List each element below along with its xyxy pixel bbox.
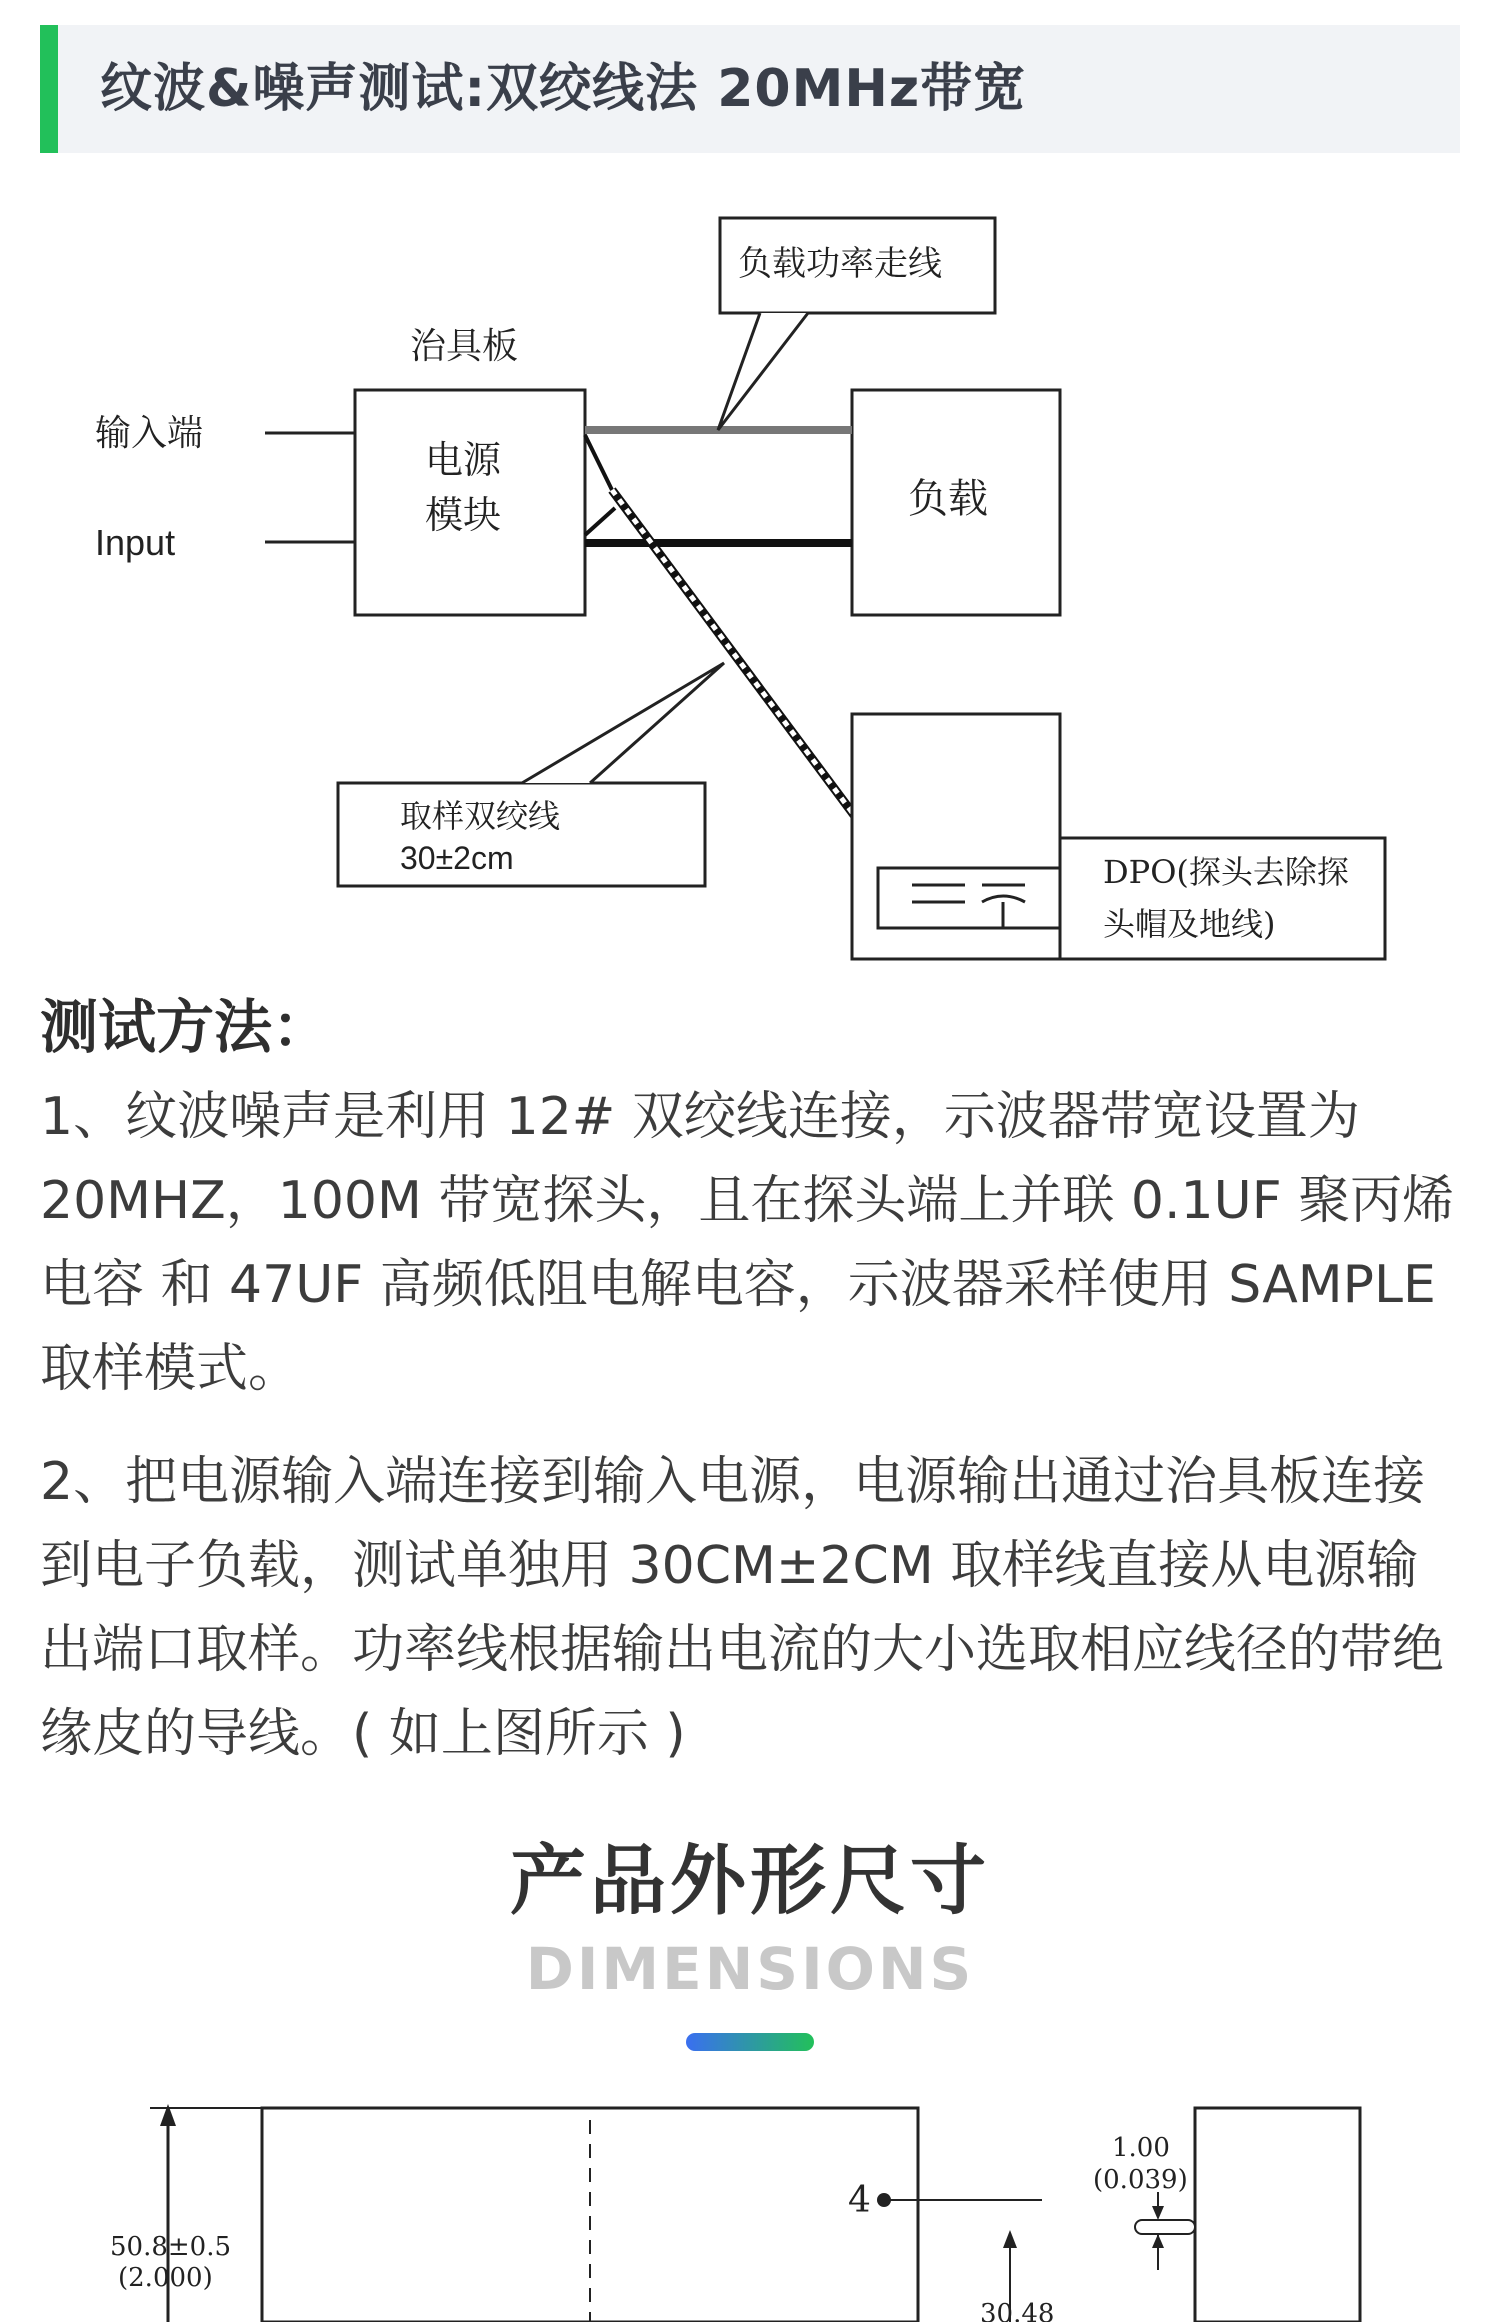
twisted-pair-callout-text-2: 30±2cm xyxy=(400,840,514,876)
thickness-label-in: (0.039) xyxy=(1093,2165,1188,2195)
oscilloscope-box xyxy=(852,714,1060,959)
power-module-label-1: 电源 xyxy=(425,438,502,482)
spacing-label: 30.48 xyxy=(980,2299,1055,2322)
method-title: 测试方法： xyxy=(40,993,331,1061)
input-label-en: Input xyxy=(95,522,176,563)
dimension-drawing xyxy=(0,2090,1500,2322)
height-label: 50.8±0.5 xyxy=(110,2232,232,2262)
input-label-cn: 输入端 xyxy=(95,413,204,454)
dimensions-accent-bar xyxy=(686,2033,814,2051)
twisted-pair-callout-text-1: 取样双绞线 xyxy=(400,797,561,835)
thickness-label: 1.00 xyxy=(1112,2133,1170,2163)
module-outline-side xyxy=(1195,2108,1360,2322)
pin-side xyxy=(1135,2220,1195,2234)
load-label: 负载 xyxy=(908,476,988,522)
method-paragraph-1: 1、纹波噪声是利用 12# 双绞线连接，示波器带宽设置为 20MHZ，100M 带宽探头，且在探头端上并联 0.1UF 聚丙烯电容 和 47UF 高频低阻电解电容，示波器采样使用 SAMPLE 取样模式。 xyxy=(40,1087,1455,1399)
power-module-label-2: 模块 xyxy=(425,493,502,537)
fixture-board-label: 治具板 xyxy=(410,326,519,367)
ripple-test-diagram xyxy=(0,190,1500,970)
method-paragraph-2: 2、把电源输入端连接到输入电源，电源输出通过治具板连接到电子负载，测试单独用 30CM±2CM 取样线直接从电源输出端口取样。功率线根据输出电流的大小选取相应线径的带绝缘皮的导线。( 如上图所示 ) xyxy=(40,1452,1445,1764)
section-title: 纹波&噪声测试:双绞线法 20MHz带宽 xyxy=(100,59,1027,119)
height-label-in: (2.000) xyxy=(118,2263,213,2293)
dimensions-title: 产品外形尺寸 xyxy=(510,1836,990,1925)
header-accent-bar xyxy=(40,25,58,153)
dimensions-subtitle: DIMENSIONS xyxy=(525,1935,975,2003)
pin-4-label: 4 xyxy=(848,2180,871,2221)
dpo-label-1: DPO(探头去除探 xyxy=(1103,853,1349,891)
dpo-label-2: 头帽及地线) xyxy=(1103,905,1276,943)
load-wire-callout-text: 负载功率走线 xyxy=(738,244,942,284)
